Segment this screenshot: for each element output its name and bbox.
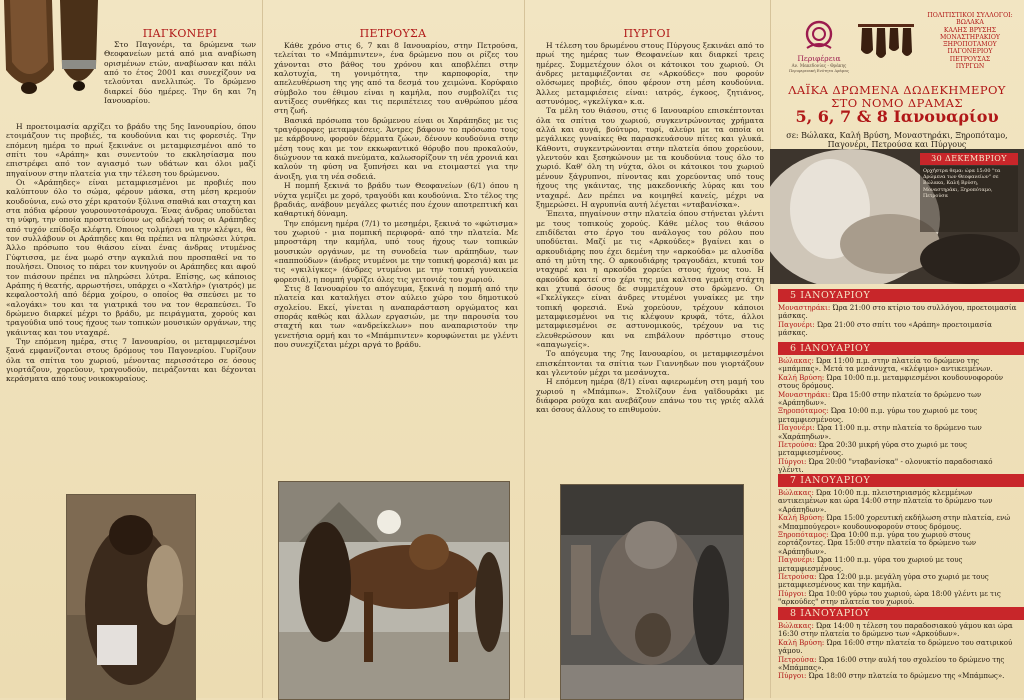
event-place: Μοναστηράκι: bbox=[778, 389, 831, 399]
main-title-line2: ΣΤΟ ΝΟΜΟ ΔΡΑΜΑΣ bbox=[831, 96, 963, 110]
event-item bbox=[778, 531, 1018, 556]
event-desc: Ώρα 20:00 "νταβανίσκα" - ολονυκτίο παραδοσιακό γλέντι. bbox=[778, 456, 993, 475]
day-events-8 bbox=[778, 622, 1018, 681]
association: ΒΩΛΑΚΑ bbox=[956, 19, 984, 27]
bells-logo-icon bbox=[858, 24, 914, 62]
event-item bbox=[778, 489, 1018, 514]
event-place: Παγονέρι: bbox=[778, 555, 815, 565]
photo-image bbox=[561, 485, 743, 699]
associations-title: ΠΟΛΙΤΙΣΤΙΚΟΙ ΣΥΛΛΟΓΟΙ: bbox=[927, 12, 1013, 19]
day-header-7: 7 ΙΑΝΟΥΑΡΙΟΥ bbox=[778, 474, 1024, 487]
event-place: Παγονέρι: bbox=[778, 423, 815, 433]
event-item bbox=[778, 407, 1018, 424]
region-sub: Αν. Μακεδονίας - Θράκης bbox=[791, 63, 847, 68]
event-item bbox=[778, 391, 1018, 408]
day-events-7 bbox=[778, 489, 1018, 607]
paragraph bbox=[274, 41, 518, 349]
event-item bbox=[778, 556, 1018, 573]
event-item bbox=[778, 590, 1018, 607]
photo-bear-costume bbox=[560, 484, 744, 700]
event-desc: Ώρα 10:00 π.μ. γύρω του χωριού με τους μεταμφιεσμένους. bbox=[778, 406, 978, 424]
event-desc: Ώρα 16:00 στην πλατεία το δρώμενο του σατιρικού γάμου. bbox=[778, 637, 1013, 656]
association: ΠΕΤΡΟΥΣΑΣ bbox=[949, 55, 991, 63]
day-header-8: 8 ΙΑΝΟΥΑΡΙΟΥ bbox=[778, 607, 1024, 620]
event-place: Καλή Βρύση: bbox=[778, 637, 825, 647]
event-desc: Ώρα 11:00 π.μ. στην πλατεία το δρώμενο της «μπάμπας». Μετά τα μεσάνυχτα, «κλέψιμο» αντικειμένων. bbox=[778, 356, 993, 374]
paragraph-text: Στις 8 Ιανουαρίου το απόγευμα, ξεκινά η πομπή από την πλατεία και καταλήγει στον αύλειο χώρο του δημοτικού σχολείου. Εκεί, γίνεται η αναπαράσταση οργώματος και σποράς καθώς και άλλων εργασιών, με την παρουσία του σταχτή και των «ανδρείκελων» που αναπαριστούν την γενετήσια ορμή και το «Μπάμπιντεν» κορυφώνεται με γλέντι που συνεχίζεται μέχρι αργά το βράδυ. bbox=[274, 283, 518, 349]
paragraph-text: Η πομπή ξεκινά το βράδυ των Θεοφανείων (6/1) όπου η νύχτα γεμίζει με χορό, τραγούδι και κουδούνια. Στο τέλος της βραδιάς, ανάβουν μεγάλες φωτιές που έχουν αποτρεπτική και καθαρτική δύναμη. bbox=[274, 181, 518, 219]
paragraph-text: Η τέλεση του δρωμένου στους Πύργους ξεκινάει από το πρωί της ημέρας των Θεοφανείων και διαρκεί τρεις ημέρες. Συμμετέχουν όλοι οι κάτοικοι του χωριού. Οι άνδρες μεταμφιέζονται σε «Αρκούδες» που φορούν ολόσωμες προβιές, όπου φέρουν στη μέση κουδούνια. Άλλες μεταμφιέσεις είναι: ιατρός, έγκοος, ζητιάνος, αστυνόμος, «γκελίγκα» κ.α. bbox=[536, 41, 764, 107]
day-header-5: 5 ΙΑΝΟΥΑΡΙΟΥ bbox=[778, 289, 1024, 302]
event-place: Ξηροπόταμος: bbox=[778, 530, 829, 540]
event-desc: Ώρα 21:00 στο κτίριο του συλλόγου, προετοιμασία μάσκας. bbox=[778, 303, 1017, 321]
paragraph: Στο Παγονέρι, τα δρώμενα των Θεοφανείων μετά από μια αναβίωση ορισμένων ετών, αναβίωσαν και πάλι από το έτος 2001 και συνεχίζουν να τελούνται ανελλιπώς. Το δρώμενο διαρκεί δύο ημέρες. Την 6η και 7η Ιανουαρίου. bbox=[104, 40, 256, 106]
photo-camel-procession bbox=[278, 481, 510, 700]
paragraph-text: Βασικά πρόσωπα του δρώμενου είναι οι Χαράπηδες με τις τραγόμορφες μεταμφιέσεις. Άντρες βάφουν το πρόσωπο τους με κάρβουνο, φορούν δέρματα ζώων, δένουν κουδούνια στην μέση τους και με τον εκκωφαντικό θόρυβο που προκαλούν, διώχνουν τα κακά πνεύματα, καλωσορίζουν τη νέα χρονιά και καλούν τη φύση να ξυπνήσει και να ετοιμαστεί για την άνοιξη, για τη νέα σοδειά. bbox=[274, 115, 518, 181]
event-item bbox=[778, 656, 1018, 673]
day-header-6: 6 ΙΑΝΟΥΑΡΙΟΥ bbox=[778, 342, 1024, 355]
dec30-text: Ορχήστρα θεμα: ώρα 15:00 "τα Δρώμενα των Θεοφανείων" σε Βώλακα, Καλή Βρύση, Μοναστηράκι, Ξηροπόταμο, Πετρούσα bbox=[920, 166, 1018, 232]
event-desc: Ώρα 18:00 στην πλατεία το δρώμενο της «Μπάμπως». bbox=[808, 671, 1005, 681]
association: ΜΟΝΑΣΤΗΡΑΚΙΟΥ bbox=[939, 33, 1001, 41]
event-place: Καλή Βρύση: bbox=[778, 372, 825, 382]
paragraph-text: Έπειτα, πηγαίνουν στην πλατεία όπου στήνεται γλέντι με τους τοπικούς χορούς. Κάθε μέλος του θιάσου επιδίδεται στο έργο του ανάλογος του ρόλου που υποδύεται. Μαζί με τις «Αρκούδες» βγαίνει και ο αρκουδιάρης που έχει δεμένη την «αρκούδα» με αλυσίδα από τη μύτη της. Ο αρκουδιάρης τραγουδάει, κτυπά τον νταχαρέ και η αρκούδα χορεύει στους ήχους του. Η αρκούδα κρατεί στο χέρι της μια καλτσα γεμάτη στάχτη και χτυπά όσους δε συμμετέχουν στο δρώμενο. Οι «Γκελίγκες» είναι άνδρες ντυμένοι γυναίκες με την τοπική φορεσιά. Ενώ χορεύουν, τρέχουν κάποιοι μεταμφιεσμένοι να τις κλέψουν κρυφά, τότε, άλλοι μεταμφιεσμένοι σε αστυνομικούς, τρέχουν να τις ελευθερώσουν και να επιβάλουν πρόστιμο στους «απαγωγείς». bbox=[536, 209, 764, 349]
region-sub2: Περιφερειακή Ενότητα Δράμας bbox=[788, 68, 850, 73]
event-place: Παγονέρι: bbox=[778, 319, 815, 329]
event-item bbox=[778, 357, 1018, 374]
event-item bbox=[778, 321, 1018, 338]
event-item bbox=[778, 304, 1018, 321]
photo-masked-dancer bbox=[66, 494, 196, 700]
panel-pagoneri bbox=[0, 0, 262, 698]
event-place: Πύργοι: bbox=[778, 456, 807, 466]
associations-block bbox=[916, 12, 1024, 70]
region-emblem-icon bbox=[800, 18, 838, 52]
paragraph-text: Την επόμενη ημέρα, στις 7 Ιανουαρίου, οι μεταμφιεσμένοι ξανά εμφανίζονται στους δρόμους του Παγονερίου. Γυρίζουν όλα τα σπίτια του χωριού, μένοντας περισσότερο σε όσους γιορτάζουν, χορεύουν, τραγουδούν, πειράζονται και δέχονται κεράσματα από τους νοικοκυραίους. bbox=[6, 336, 256, 384]
event-desc: Ώρα 11:00 π.μ. στην πλατεία το δρώμενο των «Χαράπηδων». bbox=[778, 423, 982, 441]
paragraph-text: Οι «Αράπηδες» είναι μεταμφιεσμένοι με προβιές που καλύπτουν όλο το σώμα, φέρουν μάσκα, στη μέση κρεμούν κουδούνια, ενώ στο χέρι κρατούν ξύλινα σπαθιά και σταχτη και στα πόδια φέρουν γουρουνοτσάρουχα. Ένας άνδρας υποδύεται τη νύφη, την οποία προστατεύουν ως αδελφή τους οι Αράπηδες από τυχόν επίδοξο κλέφτη. Όποιος τολμήσει να την κλέψει, θα τον συλλάβουν οι Αράπηδες και θα πρέπει να πληρώσει λύτρα. Άλλο πρόσωπο του θιάσου είναι ένας άνδρας ντυμένος Γύφτισσα, με ένα μωρό στην αγκαλιά που προσπαθεί να το πουλήσει. Όποιος το πάρει τον κυνηγούν οι Αράπηδες και αφού τον πιάσουν πρέπει να πληρώσει λύτρα. Επίσης, ως κάποιος Αράπης ή θεατής, αρρωστήσει, υπάρχει ο «Χατλήρ» (γιατρός) με κεφαλοστολή από δέρμα χοίρου, ο οποίος θα σπεύσει με το «αλογάκι» του και τα γιατρικά του να τον θεραπεύσει. Το δρώμενο διαρκεί μέχρι το βράδυ, με πειράγματα, χορούς και τραγούδια υπό τους ήχους των τοπικών μουσικών οργάνων, της γκάιντας και του νταχαρέ. bbox=[6, 178, 256, 337]
paragraph-text: Το απόγευμα της 7ης Ιανουαρίου, οι μεταμφιεσμένοι επισκέπτονται τα σπίτια των Γιαννηδων που γιορτάζουν και γλεντούν μέχρι τα μεσάνυχτα. bbox=[536, 349, 764, 378]
panel-petrousa bbox=[262, 0, 524, 698]
event-place: Καλή Βρύση: bbox=[778, 513, 825, 523]
event-place: Μοναστηράκι: bbox=[778, 303, 831, 312]
panel-title: ΠΕΤΡΟΥΣΑ bbox=[359, 27, 427, 40]
event-desc: Ώρα 20:30 μικρή γύρα στο χωριό με τους μεταμφιεσμένους. bbox=[778, 440, 967, 458]
event-desc: Ώρα 16:00 στην αυλή του σχολείου το δρώμενο της «Μπάμπας». bbox=[778, 654, 1005, 673]
event-place: Ξηροπόταμος: bbox=[778, 406, 829, 416]
event-dates: 5, 6, 7 & 8 Ιανουαρίου bbox=[795, 107, 999, 126]
villages-list: σε: Βώλακα, Καλή Βρύση, Μοναστηράκι, Ξηροπόταμο, Παγονέρι, Πετρούσα και Πύργους bbox=[786, 131, 1008, 149]
event-item bbox=[778, 622, 1018, 639]
paragraph-text: Η επόμενη ημέρα (8/1) είναι αφιερωμένη στη μαμή του χωριού η «Μπάμπω». Στολίζουν ένα γαϊδουράκι με διάφορα ρούχα και ανεβάζουν επάνω του τις γριές αλλά και όσους άλλους το επιθυμούν. bbox=[536, 377, 764, 415]
event-place: Βώλακας: bbox=[778, 488, 814, 497]
bell-icon bbox=[0, 0, 58, 96]
event-desc: Ώρα 21:00 στο σπίτι του «Αράπη» προετοιμασία μάσκας. bbox=[778, 319, 992, 338]
association: ΠΑΓΟΝΕΡΙΟΥ bbox=[947, 48, 993, 56]
event-place: Πετρούσα: bbox=[778, 654, 817, 664]
event-desc: Ώρα 10:00 γύρω του χωριού, ώρα 18:00 γλέντι με τις "αρκούδες" στην πλατεία του χωριού. bbox=[778, 588, 1001, 607]
event-desc: Ώρα 11:00 π.μ. γύρα του χωριού με τους μεταμφιεσμένους. bbox=[778, 555, 963, 573]
event-item bbox=[778, 424, 1018, 441]
panel-title: ΠΥΡΓΟΙ bbox=[623, 27, 671, 40]
association: ΚΑΛΗΣ ΒΡΥΣΗΣ bbox=[943, 26, 997, 34]
event-place: Πύργοι: bbox=[778, 671, 807, 681]
day-events-5 bbox=[778, 304, 1018, 338]
panel-title: ΠΑΓΚΟΝΕΡΙ bbox=[142, 27, 218, 40]
event-desc: Ώρα 14:00 η τέλεση του παραδοσιακού γάμου και ώρα 16:30 στην πλατεία το δρώμενο των «Αρκούδων». bbox=[778, 621, 1013, 639]
event-item bbox=[778, 573, 1018, 590]
event-item bbox=[778, 672, 1018, 680]
paragraph-text: Την επόμενη ημέρα (7/1) το μεσημέρι, ξεκινά το «φώτισμα» του χωριού - μια πομπική περιφορά- από την πλατεία. Με μπροστάρη την καμήλα, υπό τους ήχους των τοπικών μουσικών οργάνων, με τη συνοδεία των αράπηδων, των «παππούδων» (άνδρες ντυμένοι με την τοπική φορεσιά) και με τις «γκιλίγκες» (άνδρες ντυμένοι με την τοπική γυναικεία φορεσιά), η πομπή γυρίζει όλες τις γειτονιές του χωριού. bbox=[274, 218, 518, 284]
event-desc: Ώρα 15:00 χορευτική εκδήλωση στην πλατεία, ενώ «Μπαμπούγεροι» κουδουνοφορούν στους δρόμους. bbox=[778, 513, 1011, 531]
region-logo bbox=[784, 18, 854, 73]
event-item bbox=[778, 514, 1018, 531]
event-desc: Ώρα 10:00 π.μ. πλειστηριασμός κλεμμένων αντικειμένων και ώρα 14:00 στην πλατεία το δρώμενο των «Αράπηδων». bbox=[778, 488, 993, 514]
paragraph-text: Κάθε χρόνο στις 6, 7 και 8 Ιανουαρίου, στην Πετρούσα, τελείται το «Μπάμπιντεν», ένα δρώμενο που οι ρίζες του χάνονται στο βάθος του χρόνου και αποβλέπει στην καλοτυχία, τη γονιμότητα, την καρποφορία, την απελευθέρωση της γης από τα δεσμά του χειμώνα. Κορύφαιο σύμβολο του έθιμου είναι η καμήλα, που συμβολίζει τις αντίξοες συνθήκες και τις περιπέτειες του ανθρώπου μέσα στη ζωή. bbox=[274, 41, 518, 116]
event-item bbox=[778, 374, 1018, 391]
event-item bbox=[778, 441, 1018, 458]
event-desc: Ώρα 10:00 π.μ. μεταμφιεσμένοι κουδουνοφορούν στους δρόμους. bbox=[778, 372, 1004, 391]
event-desc: Ώρα 10:00 π.μ. γύρα του χωριού στους εορτάζοντες. Ώρα 15:00 στην πλατεία το δρώμενο των «Αράπηδων». bbox=[778, 530, 977, 556]
event-item bbox=[778, 639, 1018, 656]
panel-schedule bbox=[770, 0, 1024, 698]
paragraph bbox=[6, 122, 256, 384]
event-place: Βώλακας: bbox=[778, 621, 814, 630]
event-desc: Ώρα 15:00 στην πλατεία το δρώμενο των «Αράπηδων». bbox=[778, 389, 982, 408]
association: ΞΗΡΟΠΟΤΑΜΟΥ bbox=[943, 41, 997, 49]
day-events-6 bbox=[778, 357, 1018, 475]
event-place: Πετρούσα: bbox=[778, 440, 817, 450]
event-place: Βώλακας: bbox=[778, 356, 814, 365]
paragraph bbox=[536, 41, 764, 415]
association: ΠΥΡΓΩΝ bbox=[955, 63, 985, 71]
event-desc: Ώρα 12:00 μ.μ. μεγάλη γύρα στο χωριό με τους μεταμφιεσμένους και την καμήλα. bbox=[778, 572, 989, 590]
event-place: Πύργοι: bbox=[778, 588, 807, 598]
event-item bbox=[778, 458, 1018, 475]
photo-image bbox=[67, 495, 195, 699]
main-title-line1: ΛΑΪΚΑ ΔΡΩΜΕΝΑ ΔΩΔΕΚΗΜΕΡΟΥ bbox=[788, 83, 1006, 97]
region-name: Περιφέρεια bbox=[797, 54, 841, 63]
panel-pyrgoi bbox=[524, 0, 770, 698]
event-place: Πετρούσα: bbox=[778, 572, 817, 582]
bell-icon bbox=[58, 0, 100, 92]
dec30-label: 30 ΔΕΚΕΜΒΡΙΟΥ bbox=[920, 153, 1018, 165]
paragraph-text: Τα μέλη του θιάσου, στις 6 Ιανουαρίου επισκέπτονται όλα τα σπίτια του χωριού, συγκεντρώνοντας χρήματα αλλά και αυγά, βούτυρο, τυρί, αλεύρι με τα οποία οι μεγάλικες γυναίκες θα παρασκευάσουν πίτες και γλυκά. Κάθοντι, συγκεντρώνονται στην πλατεία όπου χορεύουν, γλεντούν και ξεσηκώνουν με τα κουδούνια τους όλο το χωριό. Καθ' όλη τη νύχτα, όλοι οι κάτοικοι του χωριού μένουν ξάγρυπνοι, πίνοντας και χορεύοντας υπό τους ήχους της γκάιντας, της μακεδονικής λύρας και του νταχαρέ. Δεν πρέπει να κοιμηθεί κανείς, μέχρι να ξημερώσει. Η αγρυπνία αυτή λέγεται «νταβανίσκα». bbox=[536, 106, 764, 209]
paragraph-text: Η προετοιμασία αρχίζει το βράδυ της 5ης Ιανουαρίου, όπου ετοιμάζουν τις προβιές, τα κουδούνια και τις φορεσιές. Την επόμενη ημέρα το πρωί ξεκινάνε οι μεταμφιεσμένοι από το σπίτι του «Αράπη» και συνεντούν το εκκλησίασμα που επιστρέφει από τον αγιασμό των υδάτων και όλοι μαζί πηγαίνουν στην πλατεία για την τέλεση του δρώμενου. bbox=[6, 122, 256, 178]
photo-image bbox=[279, 482, 509, 699]
